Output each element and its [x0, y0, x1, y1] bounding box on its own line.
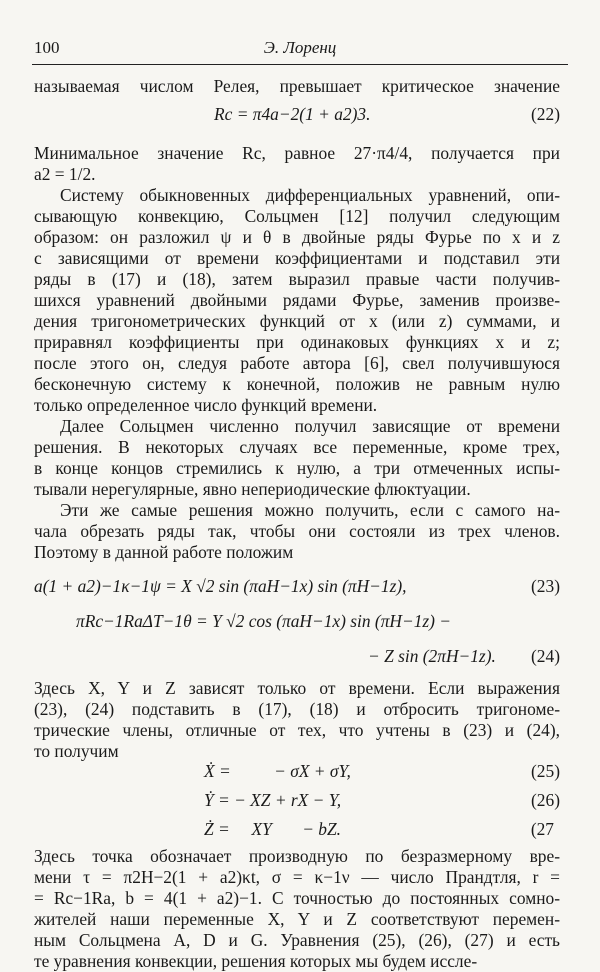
running-head-author: Э. Лоренц	[263, 38, 337, 57]
equation-24-line1: πRc−1RaΔT−1θ = Y √2 cos (πaH−1x) sin (πH−1z) −	[76, 611, 452, 631]
text-line: Здесь точка обозначает производную по безразмерному вре-	[34, 846, 560, 866]
text-line: чала обрезать ряды так, чтобы они состояли из трех членов.	[34, 521, 560, 541]
text-line: Эти же самые решения можно получить, если с самого на-	[60, 500, 560, 520]
text-line: после этого он, следуя работе автора [6], свел получившуюся	[34, 353, 560, 373]
text-line: бесконечную систему к конечной, положив не равным нулю	[34, 374, 560, 394]
equation-22: Rc = π4a−2(1 + a2)3.	[214, 104, 371, 124]
text-line: Систему обыкновенных дифференциальных уравнений, опи-	[60, 185, 560, 205]
text-line: тывали нерегулярные, явно непериодические флюктуации.	[34, 479, 471, 499]
text-line: называемая числом Релея, превышает критическое значение	[34, 76, 560, 96]
text-line: сывающую конвекцию, Сольцмен [12] получил следующим	[34, 206, 560, 226]
equation-number: (27	[530, 819, 554, 839]
equation-number: (23)	[531, 576, 560, 596]
text-line: Далее Сольцмен численно получил зависящие от времени	[60, 416, 560, 436]
equation-23: a(1 + a2)−1κ−1ψ = X √2 sin (πaH−1x) sin (πH−1z),	[34, 576, 407, 596]
text-line: a2 = 1/2.	[34, 164, 96, 184]
equation-number: (26)	[531, 790, 560, 810]
header-rule	[32, 64, 568, 65]
equation-number: (24)	[531, 646, 560, 666]
equation-number: (22)	[531, 104, 560, 124]
text-line: трические члены, отличные от тех, что учтены в (23) и (24),	[34, 720, 560, 740]
equation-24-line2: − Z sin (2πH−1z).	[368, 646, 496, 666]
page-number: 100	[34, 38, 60, 57]
equation-27: Ż = XY − bZ.	[204, 819, 342, 839]
text-line: ным Сольцмена A, D и G. Уравнения (25), (26), (27) и есть	[34, 930, 560, 950]
text-line: мени τ = π2H−2(1 + a2)κt, σ = κ−1ν — число Прандтля, r =	[34, 867, 560, 887]
text-line: ряды в (17) и (18), затем выразил правые части получив-	[34, 269, 560, 289]
text-line: только определенное число функций времени.	[34, 395, 378, 415]
text-line: Поэтому в данной работе положим	[34, 542, 294, 562]
text-line: шихся уравнений двойными рядами Фурье, заменив произве-	[34, 290, 560, 310]
text-line: жителей наши переменные X, Y и Z соответствуют перемен-	[34, 909, 560, 929]
text-line: приравнял коэффициенты при одинаковых функциях x и z;	[34, 332, 560, 352]
text-line: Минимальное значение Rc, равное 27·π4/4, получается при	[34, 143, 560, 163]
text-line: (23), (24) подставить в (17), (18) и отбросить тригономе-	[34, 699, 560, 719]
equation-number: (25)	[531, 761, 560, 781]
text-line: = Rc−1Ra, b = 4(1 + a2)−1. С точностью до постоянных сомно-	[34, 888, 560, 908]
text-line: в конце концов стремились к нулю, а три отмеченных испы-	[34, 458, 560, 478]
text-line: то получим	[34, 741, 119, 761]
running-header	[34, 38, 566, 62]
text-line: Здесь X, Y и Z зависят только от времени. Если выражения	[34, 678, 560, 698]
equation-25: Ẋ = − σX + σY,	[204, 761, 351, 781]
text-line: образом: он разложил ψ и θ в двойные ряды Фурье по x и z	[34, 227, 560, 247]
text-line: решения. В некоторых случаях все переменные, кроме трех,	[34, 437, 560, 457]
text-line: те уравнения конвекции, решения которых мы будем иссле-	[34, 951, 478, 971]
text-line: дения тригонометрических функций от x (или z) суммами, и	[34, 311, 560, 331]
equation-26: Ẏ = − XZ + rX − Y,	[204, 790, 342, 810]
text-line: с зависящими от времени коэффициентами и подставил эти	[34, 248, 560, 268]
